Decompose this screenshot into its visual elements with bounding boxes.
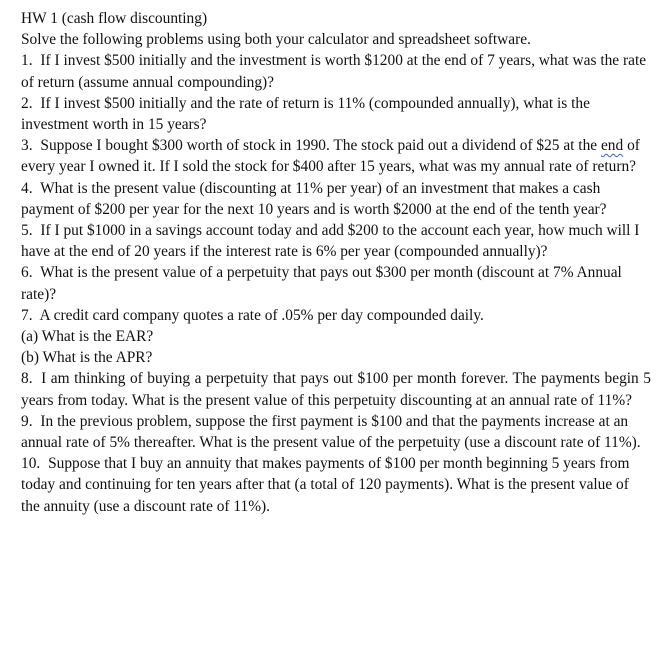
subpart-text: What is the EAR? bbox=[41, 328, 154, 346]
problem-1 bbox=[21, 50, 651, 92]
problem-7-part-b bbox=[21, 347, 651, 368]
problem-2 bbox=[21, 93, 651, 135]
problem-7-part-a bbox=[21, 326, 651, 347]
problem-9 bbox=[21, 411, 651, 453]
problem-text-continued: of every year I owned it. If I sold the stock for $400 after 15 years, what was my annual rate of return? bbox=[21, 137, 640, 176]
problem-number: 8. bbox=[21, 370, 33, 388]
problem-text: Suppose I bought $300 worth of stock in 1990. The stock paid out a dividend of $25 at the bbox=[40, 137, 598, 155]
problem-text: If I put $1000 in a savings account today and add $200 to the account each year, how much will I have at the end of 20 years if the interest rate is 6% per year (compounded annually)? bbox=[21, 222, 640, 261]
problem-text: What is the present value of a perpetuity that pays out $300 per month (discount at 7% Annual rate)? bbox=[21, 264, 622, 303]
problem-10 bbox=[21, 453, 651, 517]
problem-number: 4. bbox=[21, 179, 33, 197]
problem-6 bbox=[21, 262, 651, 304]
problem-3 bbox=[21, 135, 651, 177]
subpart-text: What is the APR? bbox=[42, 349, 153, 367]
problem-number: 7. bbox=[21, 306, 33, 324]
problem-text: In the previous problem, suppose the first payment is $100 and that the payments increase at an annual rate of 5% thereafter. What is the present value of the perpetuity (use a discount rate of 11%). bbox=[21, 412, 641, 452]
problem-7 bbox=[21, 305, 651, 326]
problem-number: 10. bbox=[21, 455, 41, 473]
problem-text: I am thinking of buying a perpetuity that pays out $100 per month forever. The payments begin 5 years from today. What is the present value of this perpetuity discounting at an annual rate of 11%? bbox=[21, 370, 651, 409]
problem-number: 3. bbox=[21, 137, 33, 155]
subpart-label: (a) bbox=[21, 328, 39, 346]
problem-text: A credit card company quotes a rate of .05% per day compounded daily. bbox=[39, 306, 484, 324]
problem-number: 2. bbox=[21, 94, 33, 112]
instructions: Solve the following problems using both your calculator and spreadsheet software. bbox=[21, 31, 531, 49]
problem-number: 6. bbox=[21, 264, 33, 282]
problem-number: 5. bbox=[21, 222, 33, 240]
problem-text: If I invest $500 initially and the investment is worth $1200 at the end of 7 years, what was the rate of return (assume annual compounding)? bbox=[21, 52, 647, 91]
problem-number: 9. bbox=[21, 412, 33, 430]
subpart-label: (b) bbox=[21, 349, 39, 367]
problem-text: What is the present value (discounting at 11% per year) of an investment that makes a cash payment of $200 per year for the next 10 years and is worth $2000 at the end of the tenth year? bbox=[21, 179, 607, 218]
problem-5 bbox=[21, 220, 651, 262]
document-title: HW 1 (cash flow discounting) bbox=[21, 10, 208, 27]
problem-text: If I invest $500 initially and the rate of return is 11% (compounded annually), what is the investment worth in 15 years? bbox=[21, 94, 590, 134]
problem-number: 1. bbox=[21, 52, 33, 70]
homework-document bbox=[21, 8, 651, 517]
spellcheck-flagged-word[interactable]: end bbox=[600, 137, 624, 155]
problem-text: Suppose that I buy an annuity that makes payments of $100 per month beginning 5 years from today and continuing for ten years after that (a total of 120 payments). What is the present value of the annuity (use a discount rate of 11%). bbox=[21, 455, 630, 515]
problem-8 bbox=[21, 368, 651, 410]
problem-4 bbox=[21, 178, 651, 220]
